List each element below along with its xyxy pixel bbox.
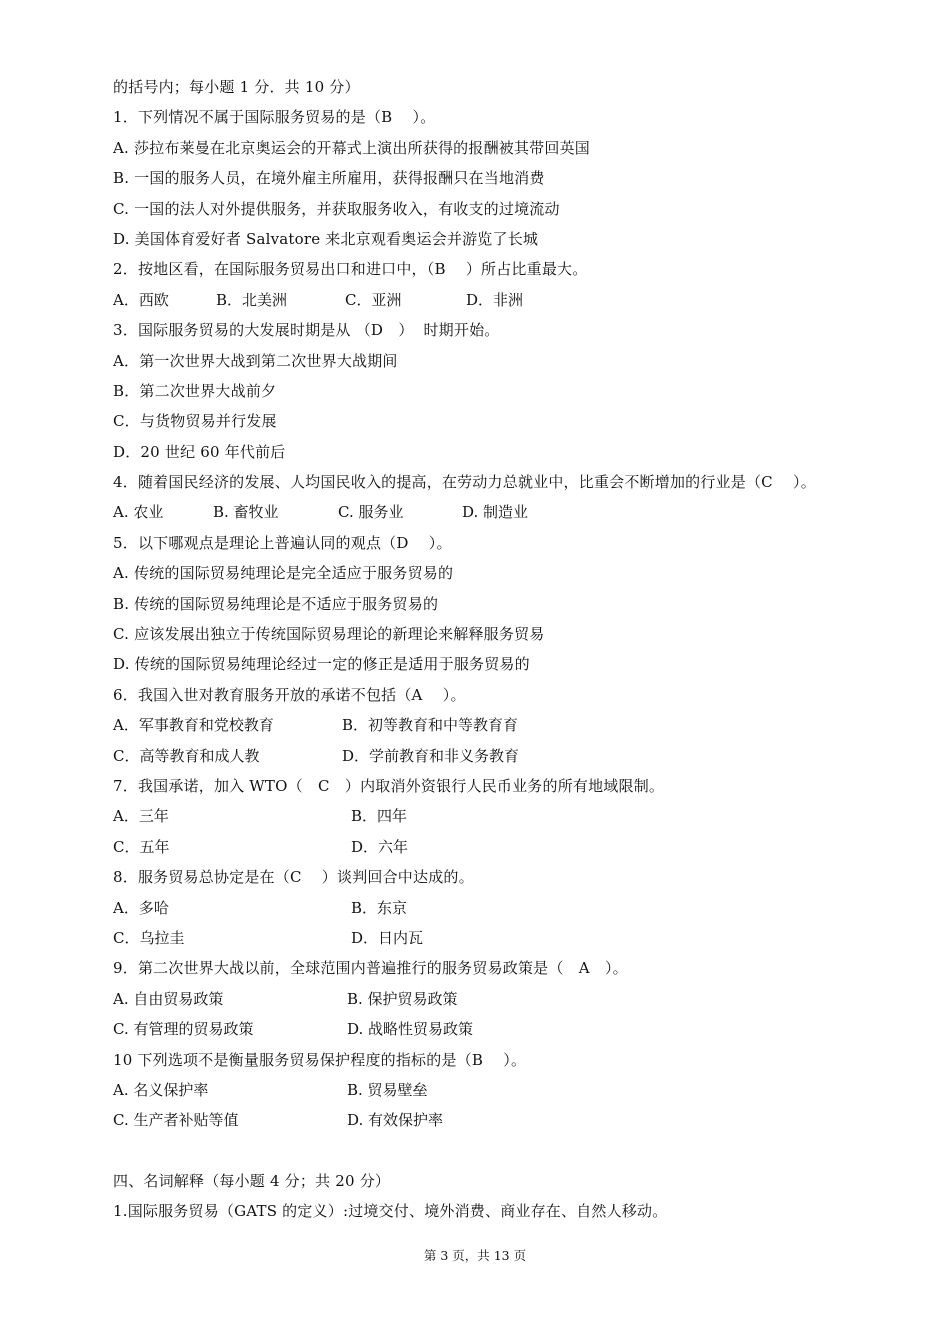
question-6: 6．我国入世对教育服务开放的承诺不包括（A ）。 [113,685,466,704]
question-8-option-b: B．东京 [351,898,408,917]
question-1: 1．下列情况不属于国际服务贸易的是（B ）。 [113,108,436,127]
question-6-option-c: C．高等教育和成人教 [113,746,260,765]
question-8-option-c: C．乌拉圭 [113,928,185,947]
question-2-option-a: A．西欧 [113,290,169,309]
question-8-options-row-1 [113,893,893,923]
question-3: 3．国际服务贸易的大发展时期是从 （D ） 时期开始。 [113,321,500,340]
question-2-option-d: D．非洲 [466,290,524,309]
question-10-option-d: D. 有效保护率 [347,1111,444,1130]
question-7-option-d: D．六年 [351,837,409,856]
question-2-options [113,285,893,315]
question-1-option-b: B. 一国的服务人员，在境外雇主所雇用，获得报酬只在当地消费 [113,169,545,188]
question-4: 4．随着国民经济的发展、人均国民收入的提高，在劳动力总就业中，比重会不断增加的行业是（C ）。 [113,473,816,492]
question-5: 5．以下哪观点是理论上普遍认同的观点（D ）。 [113,533,452,552]
question-2-option-c: C．亚洲 [345,290,402,309]
question-7-option-a: A．三年 [113,807,169,826]
question-5-option-d: D. 传统的国际贸易纯理论经过一定的修正是适用于服务贸易的 [113,655,530,674]
question-9-options-row-1 [113,984,893,1014]
question-9-option-d: D. 战略性贸易政策 [347,1020,474,1039]
question-9: 9．第二次世界大战以前，全球范围内普遍推行的服务贸易政策是（ A ）。 [113,959,628,978]
question-7: 7．我国承诺，加入 WTO（ C ）内取消外资银行人民币业务的所有地域限制。 [113,776,665,795]
section-4-title: 四、名词解释（每小题 4 分；共 20 分） [113,1171,391,1190]
question-10: 10 下列选项不是衡量服务贸易保护程度的指标的是（B ）。 [113,1050,527,1069]
question-8: 8．服务贸易总协定是在（C ）谈判回合中达成的。 [113,868,474,887]
question-4-option-d: D. 制造业 [462,503,529,522]
question-8-option-d: D．日内瓦 [351,928,424,947]
question-7-option-c: C．五年 [113,837,170,856]
question-10-options-row-2 [113,1105,893,1135]
question-5-option-b: B. 传统的国际贸易纯理论是不适应于服务贸易的 [113,594,439,613]
question-7-options-row-1 [113,801,893,831]
question-6-options-row-1 [113,710,893,740]
question-9-options-row-2 [113,1014,893,1044]
term-definition-1: 1.国际服务贸易（GATS 的定义）:过境交付、境外消费、商业存在、自然人移动。 [113,1202,668,1221]
question-1-option-d: D. 美国体育爱好者 Salvatore 来北京观看奥运会并游览了长城 [113,229,539,248]
question-6-option-b: B．初等教育和中等教育育 [342,716,519,735]
question-9-option-b: B. 保护贸易政策 [347,989,458,1008]
question-5-option-a: A. 传统的国际贸易纯理论是完全适应于服务贸易的 [113,564,454,583]
question-1-option-c: C. 一国的法人对外提供服务，并获取服务收入，有收支的过境流动 [113,199,560,218]
question-10-option-c: C. 生产者补贴等值 [113,1111,239,1130]
question-2: 2．按地区看，在国际服务贸易出口和进口中，（B ）所占比重最大。 [113,260,588,279]
question-6-option-d: D．学前教育和非义务教育 [342,746,520,765]
question-6-options-row-2 [113,741,893,771]
question-4-option-b: B. 畜牧业 [213,503,279,522]
question-8-options-row-2 [113,923,893,953]
page-number-footer: 第 3 页，共 13 页 [423,1248,527,1263]
page-content [113,72,893,1226]
question-10-option-a: A. 名义保护率 [113,1080,209,1099]
question-4-option-a: A. 农业 [113,503,164,522]
question-10-options-row-1 [113,1075,893,1105]
question-3-option-b: B．第二次世界大战前夕 [113,381,277,400]
question-9-option-a: A. 自由贸易政策 [113,989,224,1008]
question-7-options-row-2 [113,832,893,862]
question-8-option-a: A．多哈 [113,898,169,917]
question-6-option-a: A．军事教育和党校教育 [113,716,274,735]
question-5-option-c: C. 应该发展出独立于传统国际贸易理论的新理论来解释服务贸易 [113,625,545,644]
question-10-option-b: B. 贸易壁垒 [347,1080,428,1099]
question-4-option-c: C. 服务业 [338,503,404,522]
section-gap [113,1136,893,1166]
question-3-option-c: C．与货物贸易并行发展 [113,412,277,431]
question-9-option-c: C. 有管理的贸易政策 [113,1020,254,1039]
question-3-option-d: D．20 世纪 60 年代前后 [113,442,286,461]
question-1-option-a: A. 莎拉布莱曼在北京奥运会的开幕式上演出所获得的报酬被其带回英国 [113,138,590,157]
question-7-option-b: B．四年 [351,807,408,826]
section-intro: 的括号内；每小题 1 分．共 10 分） [113,78,360,96]
question-4-options [113,497,893,527]
question-2-option-b: B．北美洲 [216,290,288,309]
question-3-option-a: A．第一次世界大战到第二次世界大战期间 [113,351,398,370]
